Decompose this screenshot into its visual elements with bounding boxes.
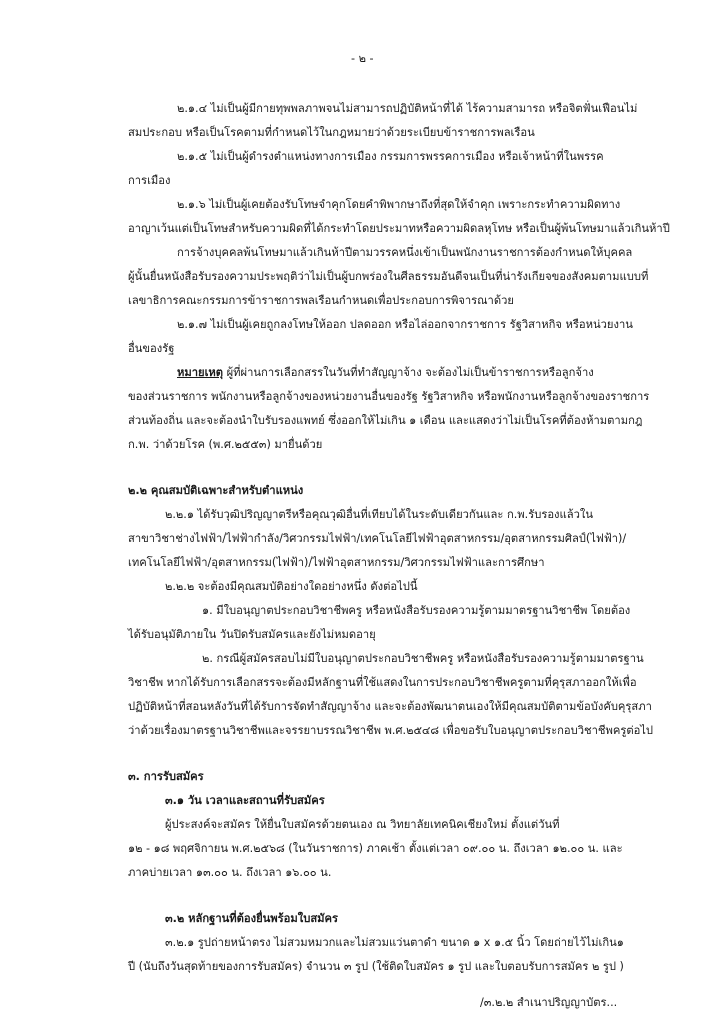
section-3-1-heading: ๓.๑ วัน เวลาและสถานที่รับสมัคร (165, 794, 325, 807)
item-2-1-6-line-2: อาญาเว้นแต่เป็นโทษสำหรับความผิดที่ได้กระทำโดยประมาทหรือความผิดลหุโทษ หรือเป็นผู้พ้นโทษมาแล้วเกินห้าปี (128, 222, 670, 235)
item-2-1-5-line-1: ๒.๑.๕ ไม่เป็นผู้ดำรงตำแหน่งทางการเมือง กรรมการพรรคการเมือง หรือเจ้าหน้าที่ในพรรค (177, 150, 604, 163)
item-2-1-4-line-1: ๒.๑.๔ ไม่เป็นผู้มีกายทุพพลภาพจนไม่สามารถปฏิบัติหน้าที่ได้ ไร้ความสามารถ หรือจิตฟั่นเฟือนไม่ (177, 102, 638, 115)
item-2-1-7-line-2: อื่นของรัฐ (128, 342, 175, 355)
item-2-2-1-line-2: สาขาวิชาช่างไฟฟ้า/ไฟฟ้ากำลัง/วิศวกรรมไฟฟ้า/เทคโนโลยีไฟฟ้าอุตสาหกรรม/อุตสาหกรรมศิลป์(ไฟฟ้า)/ (128, 532, 627, 545)
item-2-1-4-line-2: สมประกอบ หรือเป็นโรคตามที่กำหนดไว้ในกฎหมายว่าด้วยระเบียบข้าราชการพลเรือน (128, 126, 535, 139)
item-2-1-6-line-5: เลขาธิการคณะกรรมการข้าราชการพลเรือนกำหนดเพื่อประกอบการพิจารณาด้วย (128, 294, 514, 307)
section-3-heading: ๓. การรับสมัคร (128, 770, 204, 783)
sub-2-line-4: ว่าด้วยเรื่องมาตรฐานวิชาชีพและจรรยาบรรณวิชาชีพ พ.ศ.๒๕๔๘ เพื่อขอรับใบอนุญาตประกอบวิชาชีพครูต่อไป (128, 724, 654, 737)
section-3-1-line-1: ผู้ประสงค์จะสมัคร ให้ยื่นใบสมัครด้วยตนเอง ณ วิทยาลัยเทคนิคเชียงใหม่ ตั้งแต่วันที่ (165, 818, 560, 831)
item-2-1-6-line-1: ๒.๑.๖ ไม่เป็นผู้เคยต้องรับโทษจำคุกโดยคำพิพากษาถึงที่สุดให้จำคุก เพราะกระทำความผิดทาง (177, 198, 621, 211)
section-3-1-line-3: ภาคบ่ายเวลา ๑๓.๐๐ น. ถึงเวลา ๑๖.๐๐ น. (128, 866, 332, 879)
item-2-1-6-line-3: การจ้างบุคคลพ้นโทษมาแล้วเกินห้าปีตามวรรคหนึ่งเข้าเป็นพนักงานราชการต้องกำหนดให้บุคคล (177, 246, 633, 259)
item-2-1-6-line-4: ผู้นั้นยื่นหนังสือรับรองความประพฤติว่าไม่เป็นผู้บกพร่องในศีลธรรมอันดีจนเป็นที่น่ารังเกียจของสังคมตามแบบที่ (128, 270, 649, 283)
section-3-2-line-1: ๓.๒.๑ รูปถ่ายหน้าตรง ไม่สวมหมวกและไม่สวมแว่นตาดำ ขนาด ๑ x ๑.๕ นิ้ว โดยถ่ายไว้ไม่เกิน๑ (165, 936, 624, 949)
note-text: ผู้ที่ผ่านการเลือกสรรในวันที่ทำสัญญาจ้าง จะต้องไม่เป็นข้าราชการหรือลูกจ้าง (226, 366, 594, 379)
continuation-note: /๓.๒.๒ สำเนาปริญญาบัตร... (480, 996, 618, 1009)
item-2-2-1-line-1: ๒.๒.๑ ได้รับวุฒิปริญญาตรีหรือคุณวุฒิอื่นที่เทียบได้ในระดับเดียวกันและ ก.พ.รับรองแล้วใน (165, 508, 593, 521)
item-2-2-1-line-3: เทคโนโลยีไฟฟ้า/อุตสาหกรรม(ไฟฟ้า)/ไฟฟ้าอุตสาหกรรม/วิศวกรรมไฟฟ้าและการศึกษา (128, 556, 545, 569)
section-3-2-heading: ๓.๒ หลักฐานที่ต้องยื่นพร้อมใบสมัคร (165, 912, 339, 925)
note-label: หมายเหตุ (177, 366, 224, 379)
sub-2-line-2: วิชาชีพ หากได้รับการเลือกสรรจะต้องมีหลักฐานที่ใช้แสดงในการประกอบวิชาชีพครูตามที่คุรุสภาออกให้เพื่อ (128, 676, 637, 689)
sub-1-line-1: ๑. มีใบอนุญาตประกอบวิชาชีพครู หรือหนังสือรับรองความรู้ตามมาตรฐานวิชาชีพ โดยต้อง (202, 604, 631, 617)
sub-1-line-2: ได้รับอนุมัติภายใน วันปิดรับสมัครและยังไม่หมดอายุ (128, 628, 376, 641)
sub-2-line-1: ๒. กรณีผู้สมัครสอบไม่มีใบอนุญาตประกอบวิชาชีพครู หรือหนังสือรับรองความรู้ตามมาตรฐาน (202, 652, 644, 665)
item-2-1-7-line-1: ๒.๑.๗ ไม่เป็นผู้เคยถูกลงโทษให้ออก ปลดออก หรือไล่ออกจากราชการ รัฐวิสาหกิจ หรือหน่วยงาน (177, 318, 633, 331)
note-line-1 (177, 366, 594, 380)
note-line-2: ของส่วนราชการ พนักงานหรือลูกจ้างของหน่วยงานอื่นของรัฐ รัฐวิสาหกิจ หรือพนักงานหรือลูกจ้างของราชการ (128, 390, 650, 403)
sub-2-line-3: ปฏิบัติหน้าที่สอนหลังวันที่ได้รับการจัดทำสัญญาจ้าง และจะต้องพัฒนาตนเองให้มีคุณสมบัติตามข้อบังคับคุรุสภา (128, 700, 652, 713)
item-2-2-2-line-1: ๒.๒.๒ จะต้องมีคุณสมบัติอย่างใดอย่างหนึ่ง ดังต่อไปนี้ (165, 580, 418, 593)
page-number: - ๒ - (351, 52, 374, 65)
note-line-3: ส่วนท้องถิ่น และจะต้องนำใบรับรองแพทย์ ซึ่งออกให้ไม่เกิน ๑ เดือน และแสดงว่าไม่เป็นโรคที่ต้องห้ามตามกฎ (128, 414, 643, 427)
item-2-1-5-line-2: การเมือง (128, 174, 171, 187)
note-line-4: ก.พ. ว่าด้วยโรค (พ.ศ.๒๕๕๓) มายื่นด้วย (128, 438, 323, 451)
section-3-2-line-2: ปี (นับถึงวันสุดท้ายของการรับสมัคร) จำนวน ๓ รูป (ใช้ติดใบสมัคร ๑ รูป และใบตอบรับการสมัคร ๒ รูป ) (128, 960, 624, 973)
section-3-1-line-2: ๑๒ - ๑๘ พฤศจิกายน พ.ศ.๒๕๖๘ (ในวันราชการ) ภาคเช้า ตั้งแต่เวลา ๐๙.๐๐ น. ถึงเวลา ๑๒.๐๐ น. และ (128, 842, 623, 855)
section-2-2-heading: ๒.๒ คุณสมบัติเฉพาะสำหรับตำแหน่ง (128, 484, 304, 497)
